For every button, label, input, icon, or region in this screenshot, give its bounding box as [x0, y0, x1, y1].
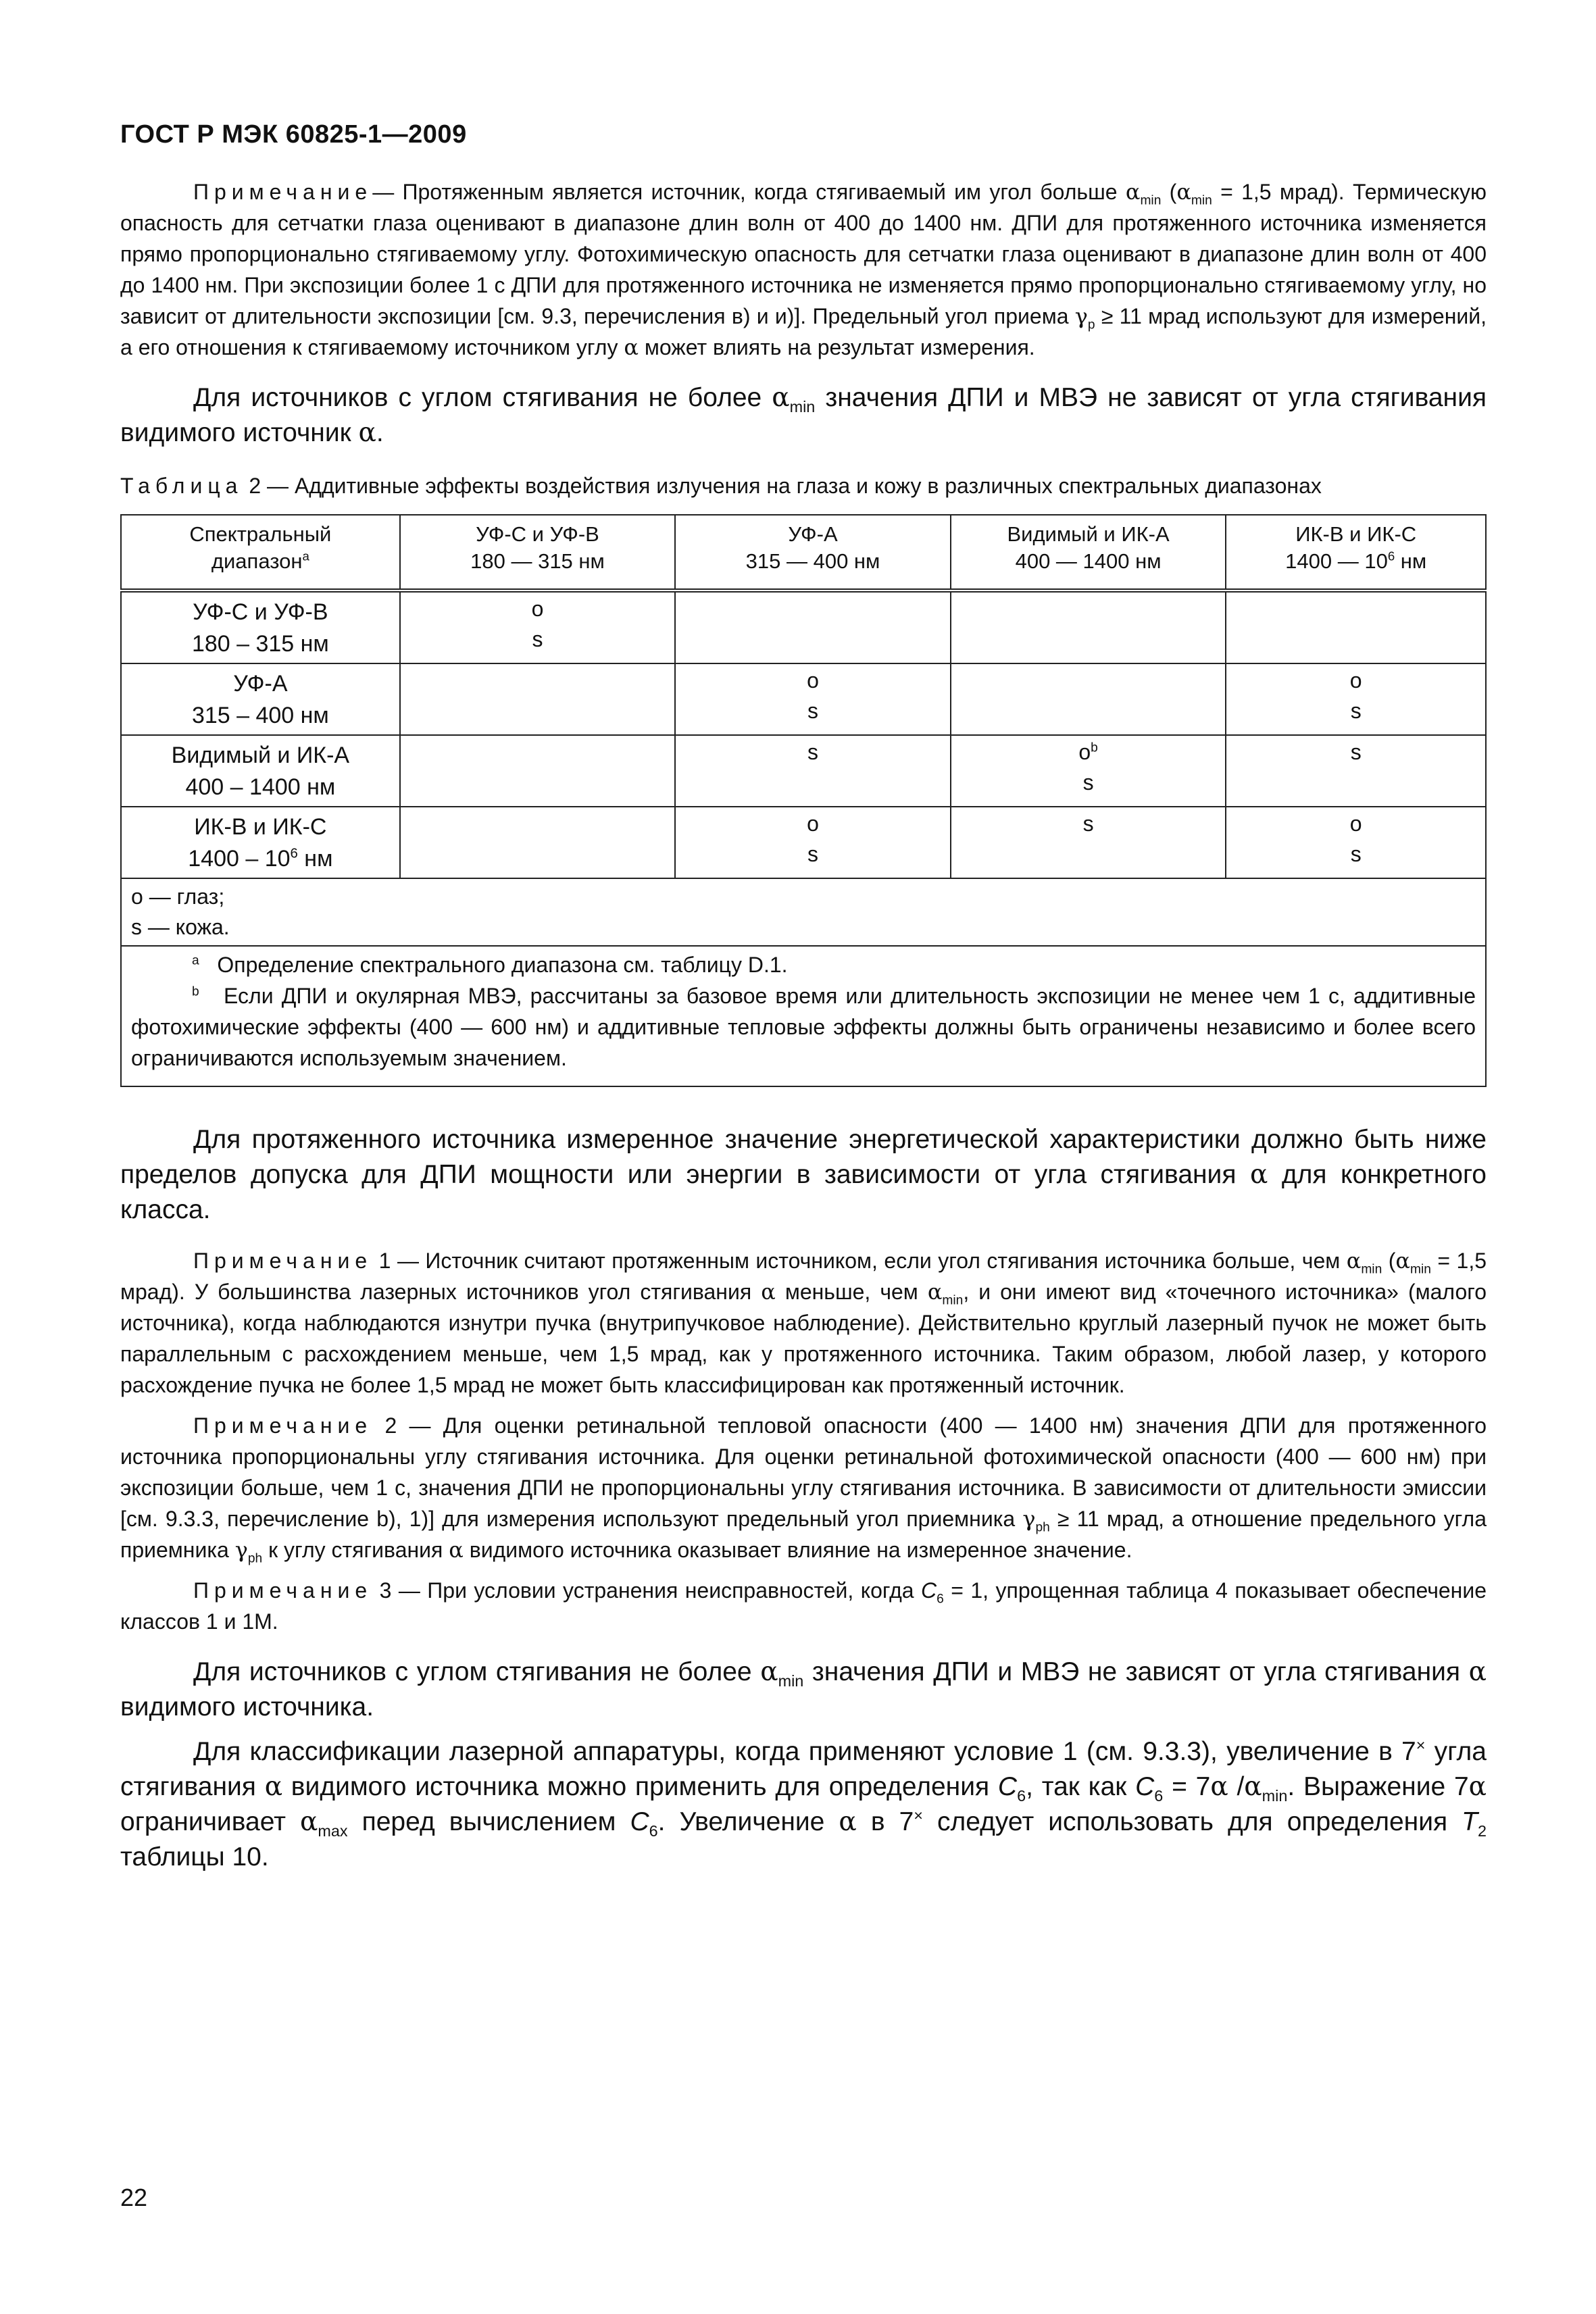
- table-legend: [121, 878, 1486, 946]
- text-span: C: [921, 1578, 937, 1603]
- row-header: [121, 807, 400, 878]
- text-span: УФ-С и УФ-В: [476, 522, 599, 546]
- table-cell: [400, 735, 676, 807]
- text-span: Для источников с углом стягивания не более: [193, 1657, 761, 1686]
- footnote-a: [131, 949, 1476, 980]
- text-span: 1400 – 10: [188, 846, 291, 872]
- text-span: в 7: [856, 1807, 914, 1836]
- text-span: , и они имеют вид «точечного источника» (малого источника), когда наблюдаются изнутри пучка (внутрипучковое наблюдение). Действительно круглый лазерный пучок не может быть параллельным с расхождением меньше, чем 1,5 мрад, как у протяженного источника. Таким образом, любой лазер, у которого расхождение пучка не более 1,5 мрад не может быть классифицирован как протяженный источник.: [120, 1280, 1487, 1397]
- text-span: , так как: [1026, 1772, 1136, 1801]
- text-span: o: [1078, 740, 1091, 764]
- text-span: b: [192, 984, 199, 999]
- text-span: α: [927, 1279, 943, 1305]
- text-span: ≥ 11 мрад используют для измерений, а его отношения к стягиваемому источником углу: [120, 304, 1487, 359]
- table-row: [121, 590, 1486, 663]
- text-span: Примечание: [193, 1578, 373, 1603]
- text-span: ≥ 11 мрад, а отношение предельного угла приемника: [120, 1507, 1487, 1562]
- text-span: α: [1244, 1771, 1262, 1802]
- text-span: γ: [1074, 303, 1088, 329]
- text-span: видимого источника оказывает влияние на измеренное значение.: [463, 1538, 1132, 1562]
- table-cell: [1226, 590, 1486, 663]
- text-span: α: [760, 1657, 778, 1687]
- text-span: b: [1091, 740, 1098, 755]
- text-span: ИК-В и ИК-С: [1295, 522, 1417, 546]
- text-span: ph: [247, 1551, 263, 1566]
- text-span: a: [192, 953, 199, 968]
- text-span: s: [1082, 811, 1094, 836]
- text-span: s: [532, 627, 543, 651]
- header-cell-irb-irc: [1226, 515, 1486, 590]
- text-span: 2: [372, 1413, 397, 1438]
- text-span: C: [630, 1807, 649, 1836]
- header-cell-spectral-range: [121, 515, 400, 590]
- header-cell-uvc-uvb: [400, 515, 676, 590]
- text-span: 6: [1017, 1786, 1026, 1805]
- text-span: α: [1346, 1248, 1362, 1274]
- text-span: следует использовать для определения: [922, 1807, 1462, 1836]
- text-span: 6: [290, 846, 298, 861]
- text-span: 2: [1477, 1821, 1487, 1840]
- text-span: a: [302, 549, 309, 563]
- text-span: ph: [1035, 1520, 1050, 1535]
- text-span: Спектральный: [189, 522, 332, 546]
- text-span: min: [778, 1671, 804, 1690]
- text-span: УФ-А: [233, 671, 288, 697]
- text-span: — При условии устранения неисправностей, когда: [391, 1578, 922, 1603]
- text-span: α: [264, 1771, 283, 1802]
- table-footnotes: [121, 946, 1486, 1086]
- text-span: α: [1395, 1248, 1410, 1274]
- text-span: o: [1349, 811, 1362, 836]
- text-span: угла стягивания: [120, 1737, 1487, 1801]
- text-span: . Увеличение: [657, 1807, 839, 1836]
- table-cell: [1226, 807, 1486, 878]
- text-span: min: [1191, 193, 1212, 208]
- text-span: Видимый и ИК-А: [1007, 522, 1170, 546]
- text-span: o: [807, 668, 819, 693]
- text-span: к углу стягивания: [262, 1538, 449, 1562]
- text-span: Определение спектрального диапазона см. таблицу D.1.: [217, 953, 788, 977]
- text-span: α: [300, 1807, 318, 1837]
- table-row: [121, 735, 1486, 807]
- text-span: min: [1361, 1262, 1382, 1277]
- text-span: C: [1135, 1772, 1155, 1801]
- text-span: для конкретного класса.: [120, 1160, 1487, 1224]
- text-span: видимого источника.: [120, 1692, 374, 1721]
- paragraph-4: [120, 1734, 1487, 1875]
- text-span: Примечание: [193, 1413, 373, 1438]
- table-cell: [951, 663, 1226, 735]
- text-span: 315 — 400 нм: [745, 549, 880, 573]
- text-span: 180 – 315 нм: [191, 631, 329, 657]
- text-span: 1: [372, 1249, 391, 1273]
- text-span: ИК-В и ИК-С: [194, 814, 327, 840]
- text-span: 400 – 1400 нм: [185, 774, 336, 800]
- text-span: = 1,5 мрад). Термическую опасность для сетчатки глаза оценивают в диапазоне длин волн от 400 до 1400 нм. ДПИ для протяженного источника изменяется прямо пропорционально стягиваемому углу. Фотохимическую опасность для сетчатки глаза оценивают в диапазоне длин волн от 400 до 1400 нм. При экспозиции более 1 с ДПИ для протяженного источника не изменяется прямо пропорционально стягиваемому углу, но зависит от длительности экспозиции [см. 9.3, перечисления в) и и)]. Предельный угол приема: [120, 180, 1487, 328]
- text-span: T: [1462, 1807, 1478, 1836]
- text-span: нм: [1395, 549, 1427, 573]
- table-cell: [951, 807, 1226, 878]
- text-span: перед вычислением: [347, 1807, 630, 1836]
- text-span: α: [624, 334, 639, 360]
- text-span: s: [1350, 699, 1362, 723]
- table-cell: [675, 735, 951, 807]
- footnote-b: [131, 980, 1476, 1074]
- text-span: — Источник считают протяженным источником, если угол стягивания источника больше, чем: [391, 1249, 1347, 1273]
- text-span: .: [376, 418, 384, 447]
- page-number: 22: [120, 2184, 148, 2211]
- text-span: диапазон: [211, 549, 303, 573]
- row-header: [121, 590, 400, 663]
- text-span: УФ-С и УФ-В: [193, 599, 328, 625]
- paragraph-1: [120, 380, 1487, 451]
- text-span: может влиять на результат измерения.: [638, 335, 1035, 359]
- table-header-row: [121, 515, 1486, 590]
- text-span: γ: [234, 1537, 248, 1563]
- table-cell: [675, 590, 951, 663]
- text-span: γ: [1022, 1506, 1036, 1532]
- text-span: min: [789, 397, 816, 416]
- text-span: s: [1350, 842, 1362, 866]
- text-span: видимого источника можно применить для определения: [282, 1772, 998, 1801]
- row-header: [121, 735, 400, 807]
- note-1: [120, 1245, 1487, 1401]
- text-span: Для классификации лазерной аппаратуры, когда применяют условие 1 (см. 9.3.3), увеличение в 7: [193, 1737, 1416, 1766]
- document-header: ГОСТ Р МЭК 60825-1—2009: [120, 120, 467, 149]
- table-row: [121, 807, 1486, 878]
- table-cell: [400, 807, 676, 878]
- paragraph-2: [120, 1122, 1487, 1228]
- text-span: s — кожа.: [131, 915, 230, 939]
- text-span: = 7: [1163, 1772, 1211, 1801]
- text-span: . Выражение 7: [1287, 1772, 1469, 1801]
- text-span: α: [1210, 1771, 1228, 1802]
- text-span: α: [772, 382, 790, 413]
- table-cell: [675, 807, 951, 878]
- paragraph-3: [120, 1655, 1487, 1725]
- text-span: α: [1249, 1159, 1268, 1190]
- text-span: min: [1262, 1786, 1288, 1805]
- text-span: = 1, упрощенная таблица 4 показывает обеспечение классов 1 и 1М.: [120, 1578, 1487, 1634]
- text-span: нм: [297, 846, 333, 872]
- table-cell: [951, 590, 1226, 663]
- text-span: 315 – 400 нм: [191, 703, 329, 728]
- text-span: α: [358, 418, 376, 448]
- table-cell: [675, 663, 951, 735]
- text-span: 6: [937, 1592, 944, 1607]
- text-span: o: [531, 597, 544, 621]
- text-span: α: [839, 1807, 857, 1837]
- text-span: Видимый и ИК-А: [171, 743, 350, 768]
- text-span: 180 — 315 нм: [470, 549, 605, 573]
- table-caption: [120, 471, 1487, 501]
- note-3: [120, 1575, 1487, 1637]
- table-row: [121, 663, 1486, 735]
- spectral-effects-table: [120, 514, 1487, 1087]
- header-cell-uva: [675, 515, 951, 590]
- text-span: (: [1161, 180, 1177, 204]
- text-span: s: [807, 699, 818, 723]
- text-span: min: [942, 1293, 964, 1308]
- text-span: Примечание: [193, 1249, 373, 1273]
- text-span: o: [1349, 668, 1362, 693]
- text-span: = 1,5 мрад). У большинства лазерных источников угол стягивания: [120, 1249, 1487, 1304]
- text-span: 1400 — 10: [1285, 549, 1388, 573]
- text-span: max: [318, 1821, 348, 1840]
- text-span: Таблица: [120, 474, 243, 498]
- text-span: 400 — 1400 нм: [1015, 549, 1162, 573]
- text-span: Если ДПИ и окулярная МВЭ, рассчитаны за базовое время или длительность экспозиции не менее чем 1 с, аддитивные фотохимические эффекты (400 — 600 нм) и аддитивные тепловые эффекты должны быть ограничены независимо и более всего ограничиваются используемым значением.: [131, 984, 1476, 1070]
- text-span: УФ-А: [788, 522, 838, 546]
- table-legend-row: [121, 878, 1486, 946]
- text-span: min: [1140, 193, 1162, 208]
- text-span: ×: [914, 1807, 923, 1824]
- table-cell: [1226, 735, 1486, 807]
- text-span: — Для оценки ретинальной тепловой опасности (400 — 1400 нм) значения ДПИ для протяженного источника пропорциональны углу стягивания источника. Для оценки ретинальной фотохимической опасности (400 — 600 нм) при экспозиции больше, чем 1 с, значения ДПИ не пропорциональны углу стягивания источника. В зависимости от длительности эмиссии [см. 9.3.3, перечисление b), 1)] для измерения используют предельный угол приемника: [120, 1413, 1487, 1531]
- text-span: (: [1382, 1249, 1396, 1273]
- text-span: α: [1125, 179, 1141, 205]
- text-span: s: [807, 740, 818, 764]
- document-page: [120, 120, 1487, 1875]
- text-span: 2 — Аддитивные эффекты воздействия излучения на глаза и кожу в различных спектральных диапазонах: [249, 474, 1322, 498]
- table-cell: [951, 735, 1226, 807]
- text-span: α: [1176, 179, 1191, 205]
- text-span: α: [449, 1537, 464, 1563]
- text-span: s: [1350, 740, 1362, 764]
- text-span: Примечание: [193, 180, 373, 204]
- text-span: 6: [1154, 1786, 1164, 1805]
- table-footnotes-row: [121, 946, 1486, 1086]
- text-span: o — глаз;: [131, 884, 225, 909]
- text-span: Для источников с углом стягивания не более: [193, 383, 772, 412]
- table-cell: [400, 663, 676, 735]
- text-span: 6: [1387, 549, 1395, 563]
- text-span: o: [807, 811, 819, 836]
- text-span: p: [1087, 318, 1095, 332]
- text-span: /: [1228, 1772, 1245, 1801]
- text-span: значения ДПИ и МВЭ не зависят от угла стягивания: [803, 1657, 1469, 1686]
- text-span: α: [1468, 1657, 1487, 1687]
- header-cell-visible-ira: [951, 515, 1226, 590]
- note-2: [120, 1410, 1487, 1565]
- text-span: α: [1468, 1771, 1487, 1802]
- text-span: 6: [649, 1821, 658, 1840]
- text-span: таблицы 10.: [120, 1842, 269, 1871]
- text-span: s: [807, 842, 818, 866]
- text-span: s: [1082, 770, 1094, 795]
- text-span: Для протяженного источника измеренное значение энергетической характеристики должно быть ниже пределов допуска для ДПИ мощности или энергии в зависимости от угла стягивания: [120, 1125, 1487, 1189]
- table-cell: [400, 590, 676, 663]
- table-cell: [1226, 663, 1486, 735]
- text-span: меньше, чем: [775, 1280, 928, 1304]
- note-intro: [120, 176, 1487, 363]
- text-span: ×: [1416, 1736, 1426, 1754]
- text-span: ограничивает: [120, 1807, 301, 1836]
- text-span: min: [1410, 1262, 1431, 1277]
- text-span: значения ДПИ и МВЭ не зависят от угла стягивания видимого источник: [120, 383, 1487, 447]
- text-span: α: [761, 1279, 776, 1305]
- text-span: — Протяженным является источник, когда стягиваемый им угол больше: [372, 180, 1126, 204]
- row-header: [121, 663, 400, 735]
- text-span: C: [997, 1772, 1018, 1801]
- text-span: 3: [372, 1578, 392, 1603]
